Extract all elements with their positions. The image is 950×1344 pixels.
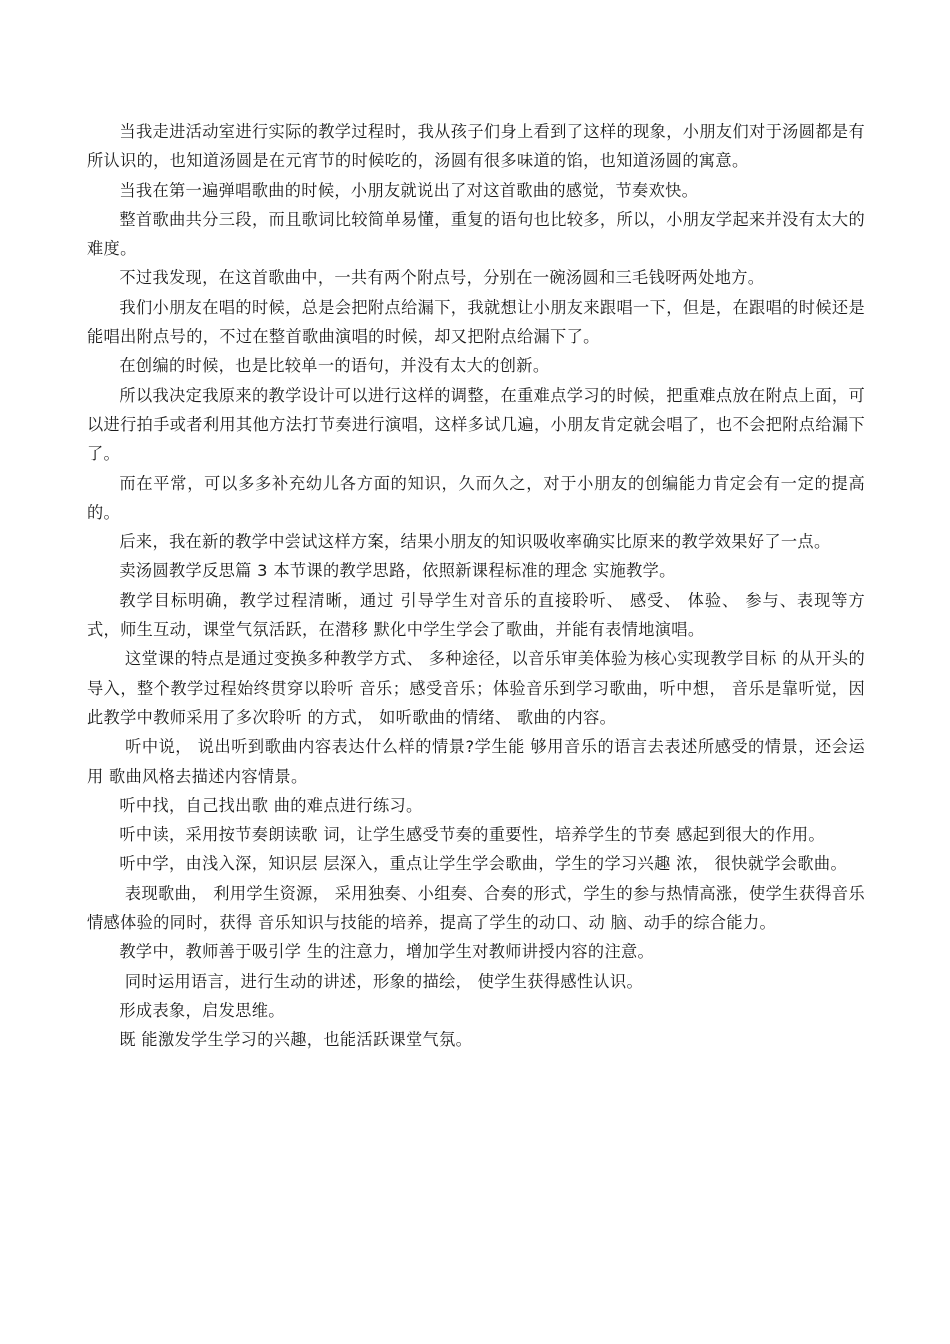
document-body	[87, 117, 865, 1055]
paragraph: 而在平常，可以多多补充幼儿各方面的知识，久而久之，对于小朋友的创编能力肯定会有一定的提高的。	[87, 473, 865, 522]
paragraph: 当我走进活动室进行实际的教学过程时，我从孩子们身上看到了这样的现象，小朋友们对于汤圆都是有所认识的，也知道汤圆是在元宵节的时候吃的，汤圆有很多味道的馅，也知道汤圆的寓意。	[87, 122, 865, 171]
paragraph: 同时运用语言，进行生动的讲述，形象的描绘， 使学生获得感性认识。	[119, 971, 644, 991]
paragraph: 形成表象，启发思维。	[119, 1000, 285, 1020]
paragraph: 听中学，由浅入深，知识层 层深入，重点让学生学会歌曲，学生的学习兴趣 浓， 很快就学会歌曲。	[119, 854, 847, 874]
paragraph: 当我在第一遍弹唱歌曲的时候，小朋友就说出了对这首歌曲的感觉，节奏欢快。	[119, 180, 699, 200]
paragraph: 既 能激发学生学习的兴趣，也能活跃课堂气氛。	[119, 1030, 473, 1050]
paragraph: 不过我发现，在这首歌曲中，一共有两个附点号，分别在一碗汤圆和三毛钱呀两处地方。	[119, 268, 765, 288]
paragraph: 在创编的时候，也是比较单一的语句，并没有太大的创新。	[119, 356, 550, 376]
paragraph: 教学中，教师善于吸引学 生的注意力，增加学生对教师讲授内容的注意。	[119, 942, 655, 962]
paragraph: 听中说， 说出听到歌曲内容表达什么样的情景?学生能 够用音乐的语言去表述所感受的情景，还会运用 歌曲风格去描述内容情景。	[87, 737, 866, 786]
paragraph: 表现歌曲， 利用学生资源， 采用独奏、小组奏、合奏的形式，学生的参与热情高涨，使学生获得音乐情感体验的同时，获得 音乐知识与技能的培养，提高了学生的动口、动 脑、动手的综合能力。	[87, 883, 865, 933]
paragraph: 听中读，采用按节奏朗读歌 词，让学生感受节奏的重要性，培养学生的节奏 感起到很大的作用。	[119, 825, 825, 845]
paragraph: 卖汤圆教学反思篇 3 本节课的教学思路，依照新课程标准的理念 实施教学。	[119, 561, 676, 581]
paragraph: 这堂课的特点是通过变换多种教学方式、 多种途径，以音乐审美体验为核心实现教学目标 的从开头的导入，整个教学过程始终贯穿以聆听 音乐；感受音乐；体验音乐到学习歌曲，听中想， 音乐是靠听觉，因此教学中教师采用了多次聆听 的方式， 如听歌曲的情绪、 歌曲的内容。	[87, 649, 865, 727]
paragraph: 后来，我在新的教学中尝试这样方案，结果小朋友的知识吸收率确实比原来的教学效果好了一点。	[119, 532, 831, 552]
paragraph: 整首歌曲共分三段，而且歌词比较简单易懂，重复的语句也比较多，所以，小朋友学起来并没有太大的难度。	[87, 209, 865, 259]
paragraph: 听中找，自己找出歌 曲的难点进行练习。	[119, 795, 423, 815]
paragraph: 我们小朋友在唱的时候，总是会把附点给漏下，我就想让小朋友来跟唱一下，但是，在跟唱的时候还是能唱出附点号的，不过在整首歌曲演唱的时候，却又把附点给漏下了。	[87, 297, 865, 347]
paragraph: 所以我决定我原来的教学设计可以进行这样的调整，在重难点学习的时候，把重难点放在附点上面，可以进行拍手或者利用其他方法打节奏进行演唱，这样多试几遍，小朋友肯定就会唱了，也不会把附点给漏下了。	[87, 385, 865, 464]
paragraph: 教学目标明确，教学过程清晰，通过 引导学生对音乐的直接聆听、 感受、 体验、 参与、表现等方式，师生互动，课堂气氛活跃，在潜移 默化中学生学会了歌曲，并能有表情地演唱。	[87, 590, 865, 640]
